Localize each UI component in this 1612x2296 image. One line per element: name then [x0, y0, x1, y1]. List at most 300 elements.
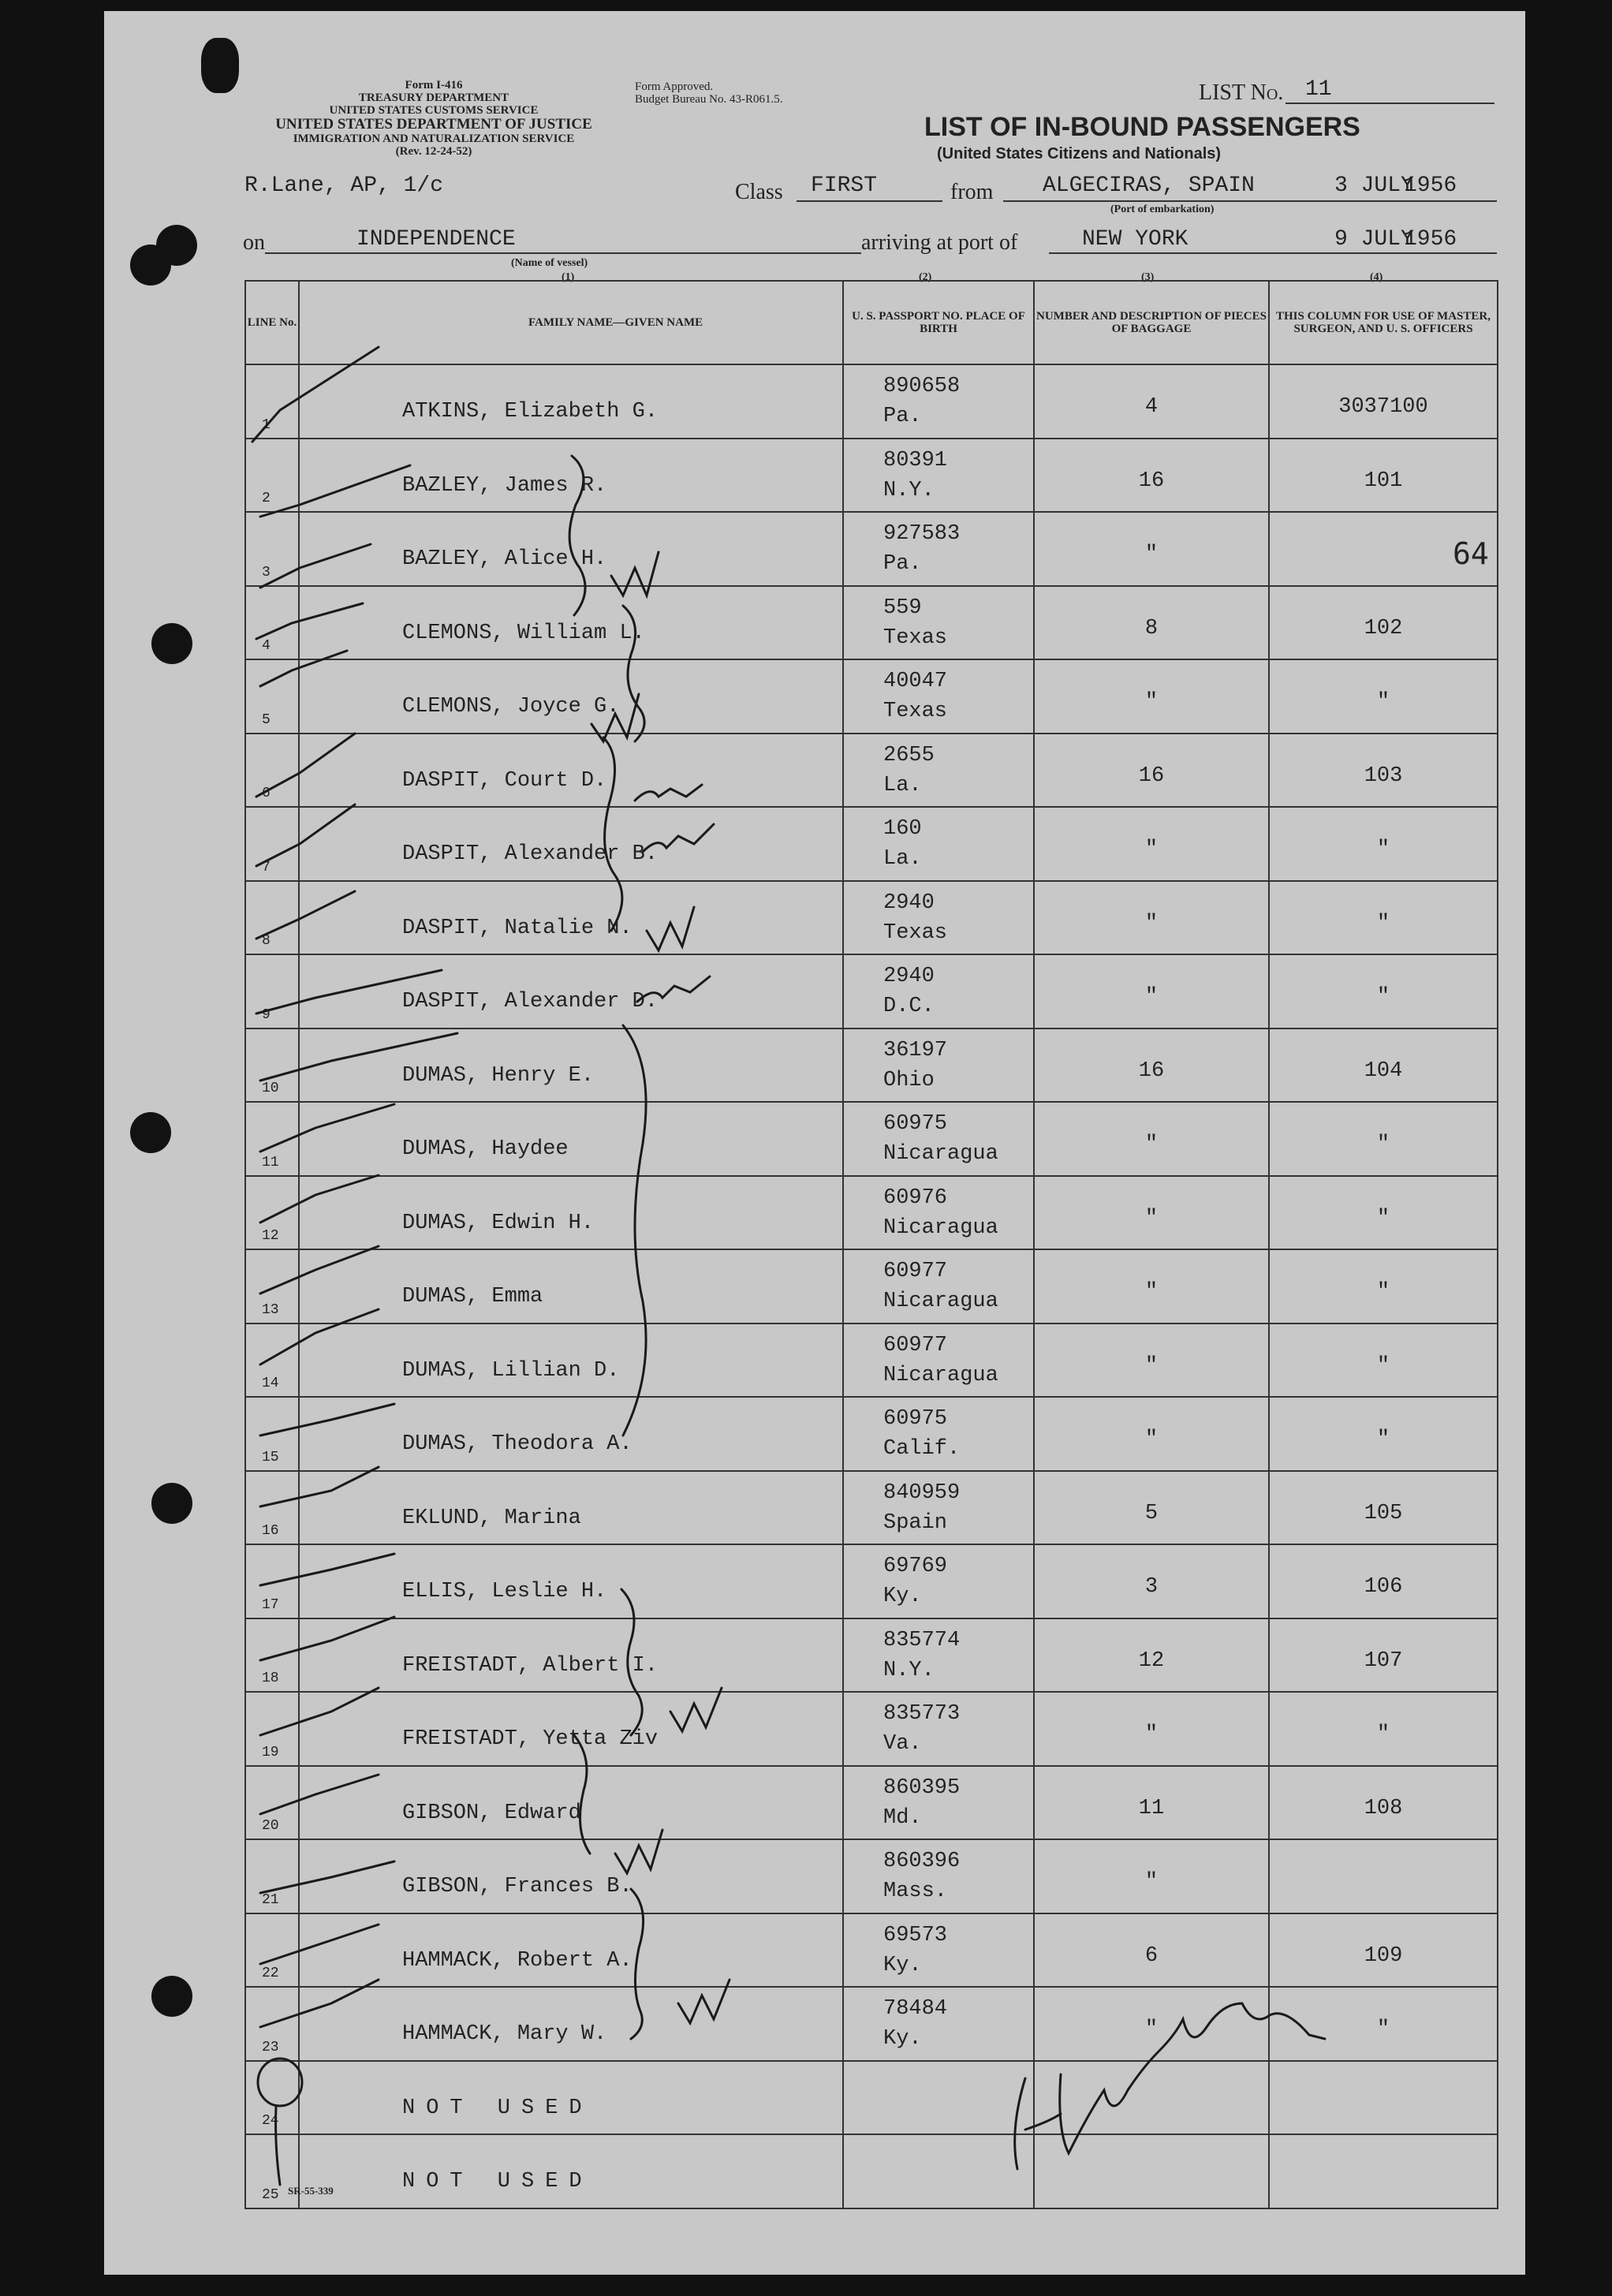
passport-number: 78484 — [883, 1997, 948, 2021]
passenger-name-text: DUMAS, Emma — [402, 1285, 543, 1309]
officer-notation — [1269, 881, 1498, 955]
place-of-birth: Spain — [883, 1510, 948, 1535]
place-of-birth: Ohio — [883, 1068, 935, 1092]
place-of-birth: Ky. — [883, 1953, 922, 1977]
line-number — [245, 734, 299, 808]
passenger-table — [244, 280, 1498, 2209]
passport-number: 890658 — [883, 375, 961, 398]
line-number — [245, 881, 299, 955]
line-number — [245, 364, 299, 439]
line-number-text: 24 — [262, 2113, 279, 2129]
officer-notation-text: " — [1376, 1428, 1390, 1451]
line-number-text: 14 — [262, 1376, 279, 1391]
officer-notation-text: 102 — [1364, 616, 1403, 640]
line-number-text: 5 — [262, 711, 271, 728]
line-number-text: 7 — [262, 859, 271, 875]
stamp-number: 64 — [1453, 536, 1489, 571]
table-row — [245, 586, 1498, 660]
punch-hole — [151, 1976, 192, 2017]
passport-cell — [843, 1544, 1034, 1618]
passport-number: 860395 — [883, 1775, 961, 1800]
place-of-birth: N.Y. — [883, 478, 935, 502]
place-of-birth: La. — [883, 773, 922, 797]
baggage-count-text: 11 — [1138, 1796, 1165, 1820]
from-label: from — [950, 180, 994, 204]
officer-notation-text: 108 — [1364, 1796, 1403, 1820]
officer-notation — [1269, 734, 1498, 808]
list-number-underline — [1285, 103, 1494, 104]
passport-cell — [843, 1471, 1034, 1545]
passport-number: 927583 — [883, 522, 961, 546]
from-underline — [1003, 200, 1497, 202]
passport-cell — [843, 1249, 1034, 1323]
baggage-count-text: 8 — [1144, 616, 1159, 640]
officer-notation — [1269, 1249, 1498, 1323]
place-of-birth: Texas — [883, 625, 948, 650]
passenger-name-text: NOT USED — [402, 2170, 593, 2193]
baggage-count-text: " — [1144, 911, 1159, 935]
passport-number: 835774 — [883, 1628, 961, 1652]
baggage-count — [1034, 1029, 1269, 1103]
table-row — [245, 1102, 1498, 1176]
passport-cell — [843, 881, 1034, 955]
passport-cell — [843, 1987, 1034, 2061]
baggage-count — [1034, 659, 1269, 734]
baggage-count — [1034, 1618, 1269, 1693]
passenger-name-text: ELLIS, Leslie H. — [402, 1580, 607, 1603]
baggage-count — [1034, 1249, 1269, 1323]
header-baggage: NUMBER AND DESCRIPTION OF PIECES OF BAGGAGE — [1034, 281, 1269, 364]
line-number — [245, 439, 299, 513]
passenger-name-text: BAZLEY, James R. — [402, 473, 607, 498]
baggage-count — [1034, 881, 1269, 955]
passenger-name-text: DASPIT, Court D. — [402, 768, 607, 793]
line-number — [245, 1544, 299, 1618]
table-row — [245, 2134, 1498, 2208]
port-of-embarkation: ALGECIRAS, SPAIN — [1043, 174, 1255, 198]
officer-notation — [1269, 659, 1498, 734]
passenger-name — [299, 1692, 843, 1766]
baggage-count-text: 3 — [1144, 1575, 1159, 1599]
officer-notation-text: " — [1376, 985, 1390, 1009]
passenger-name — [299, 1913, 843, 1988]
baggage-count — [1034, 1839, 1269, 1913]
passenger-name — [299, 1766, 843, 1840]
baggage-count-text: 16 — [1138, 1058, 1165, 1083]
passenger-name-text: DUMAS, Edwin H. — [402, 1211, 595, 1235]
officer-notation-text: " — [1376, 1353, 1390, 1378]
line-number-text: 16 — [262, 1523, 279, 1539]
passenger-rows — [245, 364, 1498, 2208]
baggage-count-text: " — [1144, 1723, 1159, 1746]
baggage-count — [1034, 586, 1269, 660]
passport-number: 160 — [883, 817, 922, 841]
baggage-count-text: 16 — [1138, 469, 1165, 493]
baggage-count-text: " — [1144, 1133, 1159, 1156]
passport-number: 60977 — [883, 1260, 948, 1283]
line-number — [245, 1029, 299, 1103]
passenger-name — [299, 881, 843, 955]
passport-cell — [843, 954, 1034, 1029]
list-number-label: LIST No. — [1199, 80, 1284, 105]
arrival-year: 1956 — [1404, 227, 1457, 252]
baggage-count-text: " — [1144, 1280, 1159, 1304]
passport-cell — [843, 2061, 1034, 2135]
customs-service: UNITED STATES CUSTOMS SERVICE — [329, 104, 539, 117]
on-label: on — [243, 230, 265, 255]
table-row — [245, 1913, 1498, 1988]
punch-hole — [151, 1483, 192, 1524]
baggage-count — [1034, 1544, 1269, 1618]
embarkation-date: 3 JULY — [1334, 174, 1414, 198]
passenger-name — [299, 1102, 843, 1176]
baggage-count-text: " — [1144, 838, 1159, 861]
embarkation-year: 1956 — [1404, 174, 1457, 198]
officer-notation — [1269, 954, 1498, 1029]
baggage-count — [1034, 734, 1269, 808]
justice-dept: UNITED STATES DEPARTMENT OF JUSTICE — [275, 116, 592, 133]
revision: (Rev. 12-24-52) — [395, 145, 472, 158]
header-agencies — [237, 79, 631, 158]
passenger-name-text: FREISTADT, Albert I. — [402, 1653, 659, 1678]
place-of-birth: Nicaragua — [883, 1142, 998, 1166]
passport-number: 2940 — [883, 890, 935, 915]
line-number — [245, 1102, 299, 1176]
baggage-count-text: " — [1144, 1870, 1159, 1894]
passenger-name — [299, 586, 843, 660]
passenger-name — [299, 1249, 843, 1323]
baggage-count — [1034, 512, 1269, 586]
officer-notation — [1269, 1176, 1498, 1250]
line-number — [245, 1249, 299, 1323]
passport-number: 835773 — [883, 1702, 961, 1726]
officer-notation — [1269, 1692, 1498, 1766]
table-row — [245, 1176, 1498, 1250]
passenger-name — [299, 807, 843, 881]
officer-notation — [1269, 1766, 1498, 1840]
passport-number: 36197 — [883, 1038, 948, 1062]
passport-cell — [843, 1766, 1034, 1840]
baggage-count-text: " — [1144, 985, 1159, 1009]
place-of-birth: Nicaragua — [883, 1215, 998, 1240]
passport-number: 60976 — [883, 1185, 948, 1210]
passport-cell — [843, 586, 1034, 660]
officer-notation — [1269, 1618, 1498, 1693]
passport-cell — [843, 659, 1034, 734]
line-number-text: 9 — [262, 1006, 271, 1023]
passport-number: 2940 — [883, 965, 935, 988]
officer-notation-text: " — [1376, 1133, 1390, 1156]
table-row — [245, 1029, 1498, 1103]
passenger-name — [299, 1618, 843, 1693]
document-title: LIST OF IN-BOUND PASSENGERS — [924, 112, 1360, 142]
passenger-name — [299, 659, 843, 734]
place-of-birth: D.C. — [883, 995, 935, 1018]
line-number-text: 4 — [262, 638, 271, 654]
passport-cell — [843, 1397, 1034, 1471]
officer-notation-text: " — [1376, 838, 1390, 861]
baggage-count — [1034, 2134, 1269, 2208]
baggage-count — [1034, 1397, 1269, 1471]
passenger-name-text: DUMAS, Theodora A. — [402, 1432, 632, 1456]
line-number-text: 6 — [262, 786, 271, 801]
passenger-name-text: BAZLEY, Alice H. — [402, 547, 607, 571]
passenger-name — [299, 364, 843, 439]
col-number-2: (2) — [919, 271, 932, 283]
baggage-count-text: " — [1144, 1353, 1159, 1378]
table-row — [245, 1766, 1498, 1840]
passport-cell — [843, 439, 1034, 513]
place-of-birth: N.Y. — [883, 1658, 935, 1682]
officer-notation-text: 106 — [1364, 1575, 1403, 1599]
baggage-count — [1034, 1102, 1269, 1176]
officer-notation-text: " — [1376, 911, 1390, 935]
baggage-count — [1034, 1766, 1269, 1840]
document-subtitle: (United States Citizens and Nationals) — [937, 145, 1222, 162]
form-footer-code: SR-55-339 — [288, 2185, 334, 2197]
place-of-birth: Pa. — [883, 405, 922, 428]
immigration-service: IMMIGRATION AND NATURALIZATION SERVICE — [293, 133, 575, 145]
header-passport: U. S. PASSPORT NO. PLACE OF BIRTH — [843, 281, 1034, 364]
baggage-count-text: " — [1144, 690, 1159, 714]
place-of-birth: Nicaragua — [883, 1363, 998, 1387]
passport-cell — [843, 1176, 1034, 1250]
passport-number: 60975 — [883, 1112, 948, 1136]
line-number — [245, 1176, 299, 1250]
header-family-name: FAMILY NAME—GIVEN NAME — [299, 281, 843, 364]
baggage-count-text: 16 — [1138, 763, 1165, 788]
line-number — [245, 512, 299, 586]
budget-bureau: Budget Bureau No. 43-R061.5. — [635, 93, 783, 106]
officer-notation — [1269, 1397, 1498, 1471]
line-number-text: 19 — [262, 1744, 279, 1760]
table-row — [245, 881, 1498, 955]
officer-notation-text: 105 — [1364, 1501, 1403, 1525]
baggage-count-text: 6 — [1144, 1943, 1159, 1968]
passenger-name — [299, 1471, 843, 1545]
passport-cell — [843, 1618, 1034, 1693]
line-number — [245, 2061, 299, 2135]
table-row — [245, 734, 1498, 808]
table-row — [245, 659, 1498, 734]
passport-cell — [843, 512, 1034, 586]
passport-cell — [843, 1913, 1034, 1988]
line-number-text: 18 — [262, 1671, 279, 1686]
form-number: Form I-416 — [405, 79, 463, 91]
baggage-count-text: " — [1144, 2018, 1159, 2041]
vessel-underline — [265, 252, 861, 254]
baggage-count — [1034, 1913, 1269, 1988]
line-number-text: 21 — [262, 1891, 279, 1908]
table-row — [245, 512, 1498, 586]
arrival-underline — [1049, 252, 1497, 254]
passport-cell — [843, 1102, 1034, 1176]
passport-number: 60977 — [883, 1333, 948, 1357]
line-number-text: 8 — [262, 933, 271, 949]
passenger-name — [299, 1397, 843, 1471]
table-row — [245, 2061, 1498, 2135]
baggage-count-text: 12 — [1138, 1648, 1165, 1673]
passport-number: 80391 — [883, 448, 948, 472]
passport-number: 60975 — [883, 1407, 948, 1431]
officer-notation — [1269, 1323, 1498, 1398]
line-number — [245, 1692, 299, 1766]
treasury-dept: TREASURY DEPARTMENT — [358, 91, 509, 104]
baggage-count — [1034, 439, 1269, 513]
table-row — [245, 1397, 1498, 1471]
table-row — [245, 954, 1498, 1029]
place-of-birth: Md. — [883, 1805, 922, 1830]
officer-notation-text: 107 — [1364, 1648, 1403, 1673]
passenger-name-text: CLEMONS, William L. — [402, 621, 645, 645]
baggage-count — [1034, 1176, 1269, 1250]
baggage-count — [1034, 2061, 1269, 2135]
line-number — [245, 1397, 299, 1471]
officer-notation — [1269, 2061, 1498, 2135]
passenger-name-text: DUMAS, Haydee — [402, 1137, 569, 1161]
table-row — [245, 1618, 1498, 1693]
arrival-port: NEW YORK — [1082, 227, 1188, 252]
table-row — [245, 1323, 1498, 1398]
place-of-birth: Ky. — [883, 1585, 922, 1608]
passenger-name — [299, 1839, 843, 1913]
officer-notation — [1269, 1544, 1498, 1618]
passport-cell — [843, 1323, 1034, 1398]
table-row — [245, 439, 1498, 513]
passport-cell — [843, 1029, 1034, 1103]
line-number-text: 13 — [262, 1301, 279, 1318]
table-row — [245, 1471, 1498, 1545]
place-of-birth: La. — [883, 847, 922, 871]
place-of-birth: Calif. — [883, 1437, 961, 1461]
line-number-text: 22 — [262, 1966, 279, 1981]
baggage-count-text: 5 — [1144, 1501, 1159, 1525]
passenger-name-text: GIBSON, Edward — [402, 1801, 581, 1825]
vessel-caption: (Name of vessel) — [511, 257, 588, 269]
officer-notation-text: 104 — [1364, 1058, 1403, 1083]
passenger-name — [299, 1323, 843, 1398]
place-of-birth: Mass. — [883, 1880, 948, 1903]
line-number — [245, 1913, 299, 1988]
passenger-name — [299, 1176, 843, 1250]
officer-notation — [1269, 1913, 1498, 1988]
officer-notation — [1269, 807, 1498, 881]
passport-cell — [843, 734, 1034, 808]
officer-notation-text: " — [1376, 1723, 1390, 1746]
officer-notation-text: 103 — [1364, 763, 1403, 788]
officer-notation — [1269, 1471, 1498, 1545]
passport-cell — [843, 1839, 1034, 1913]
line-number-text: 11 — [262, 1154, 279, 1170]
passenger-name — [299, 1029, 843, 1103]
header-line-no: LINE No. — [245, 281, 299, 364]
col-number-1: (1) — [562, 271, 575, 283]
officer-notation — [1269, 1839, 1498, 1913]
baggage-count-text: " — [1144, 1206, 1159, 1230]
passport-cell — [843, 2134, 1034, 2208]
baggage-count — [1034, 807, 1269, 881]
passport-cell — [843, 1692, 1034, 1766]
line-number-text: 17 — [262, 1596, 279, 1613]
form-approved: Form Approved. — [635, 80, 714, 93]
place-of-birth: Nicaragua — [883, 1290, 998, 1313]
line-number — [245, 1471, 299, 1545]
line-number — [245, 586, 299, 660]
line-number — [245, 1987, 299, 2061]
baggage-count — [1034, 364, 1269, 439]
passenger-name-text: DASPIT, Natalie N. — [402, 916, 632, 940]
line-number-text: 20 — [262, 1818, 279, 1834]
passenger-name-text: HAMMACK, Robert A. — [402, 1948, 632, 1973]
officer-notation — [1269, 1029, 1498, 1103]
baggage-count-text: 4 — [1144, 395, 1159, 419]
arrival-date: 9 JULY — [1334, 227, 1414, 252]
form-approval — [635, 80, 782, 106]
torn-corner — [201, 38, 239, 93]
line-number — [245, 659, 299, 734]
passenger-name — [299, 439, 843, 513]
embarkation-caption: (Port of embarkation) — [1110, 203, 1215, 215]
line-number-text: 3 — [262, 564, 271, 581]
col-number-4: (4) — [1370, 271, 1383, 283]
passenger-name — [299, 1544, 843, 1618]
passenger-name — [299, 954, 843, 1029]
officer-notation-text: " — [1376, 2018, 1390, 2041]
passenger-name-text: EKLUND, Marina — [402, 1506, 581, 1530]
table-header-row — [245, 281, 1498, 364]
punch-hole — [156, 225, 197, 266]
passenger-name-text: DASPIT, Alexander B. — [402, 842, 659, 866]
passenger-name-text: GIBSON, Frances B. — [402, 1875, 632, 1898]
line-number-text: 10 — [262, 1081, 279, 1096]
list-number: 11 — [1305, 77, 1332, 102]
passenger-name — [299, 734, 843, 808]
baggage-count-text: " — [1144, 543, 1159, 566]
baggage-count — [1034, 954, 1269, 1029]
officer-notation — [1269, 364, 1498, 439]
officer-notation — [1269, 2134, 1498, 2208]
line-number — [245, 1323, 299, 1398]
passenger-name-text: CLEMONS, Joyce G. — [402, 695, 620, 719]
officer-notation-text: 109 — [1364, 1943, 1403, 1968]
passenger-name-text: HAMMACK, Mary W. — [402, 2022, 607, 2046]
passport-cell — [843, 807, 1034, 881]
passport-number: 69769 — [883, 1555, 948, 1578]
table-row — [245, 364, 1498, 439]
baggage-count-text: " — [1144, 1428, 1159, 1451]
line-number-text: 1 — [262, 416, 271, 433]
passenger-name-text: ATKINS, Elizabeth G. — [402, 400, 659, 424]
class-label: Class — [735, 180, 783, 204]
baggage-count — [1034, 1471, 1269, 1545]
arriving-label: arriving at port of — [861, 230, 1018, 255]
passport-number: 2655 — [883, 743, 935, 767]
table-row — [245, 1692, 1498, 1766]
line-number — [245, 807, 299, 881]
line-number-text: 25 — [262, 2186, 279, 2203]
officer-notation-text: 3037100 — [1338, 395, 1428, 419]
vessel-name: INDEPENDENCE — [356, 227, 516, 252]
line-number — [245, 1839, 299, 1913]
line-number-text: 2 — [262, 491, 271, 506]
place-of-birth: Ky. — [883, 2027, 922, 2051]
line-number — [245, 954, 299, 1029]
baggage-count — [1034, 1987, 1269, 2061]
officer-notation — [1269, 1987, 1498, 2061]
signer: R.Lane, AP, 1/c — [244, 174, 444, 198]
table-row — [245, 1544, 1498, 1618]
officer-notation-text: 101 — [1364, 469, 1403, 493]
